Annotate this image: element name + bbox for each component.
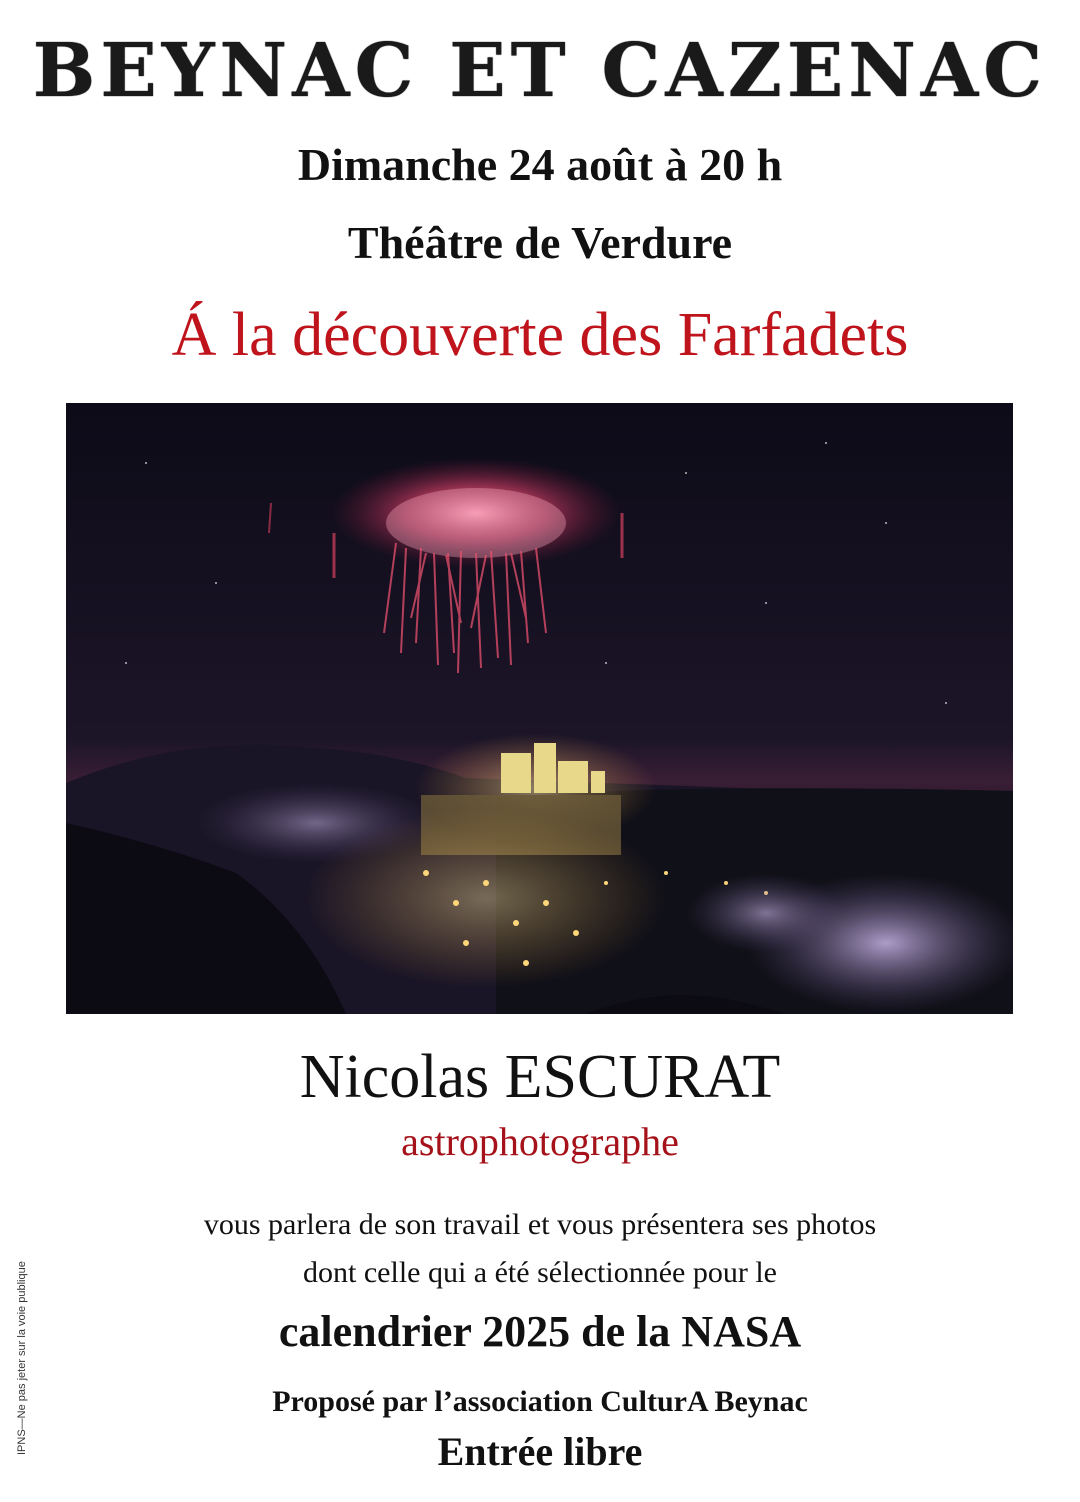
speaker-role: astrophotographe <box>401 1119 679 1164</box>
date-line: Dimanche 24 août à 20 h <box>297 139 783 190</box>
admission-line: Entrée libre <box>437 1429 643 1474</box>
nasa-calendar-line: calendrier 2025 de la NASA <box>278 1307 802 1356</box>
event-title: Á la découverte des Farfadets <box>171 301 909 369</box>
venue-line: Théâtre de Verdure <box>347 217 733 268</box>
poster-title: BEYNAC ET CAZENAC <box>32 28 1048 114</box>
description-line-1: vous parlera de son travail et vous présentera ses photos <box>203 1208 877 1241</box>
ipns-side-note: IPNS—Ne pas jeter sur la voie publique <box>16 1261 28 1455</box>
speaker-name: Nicolas ESCURAT <box>299 1043 781 1111</box>
description-line-2: dont celle qui a été sélectionnée pour le <box>303 1256 777 1289</box>
proposed-by-line: Proposé par l’association CulturA Beynac <box>272 1385 808 1418</box>
night-photo-castle-sprite <box>66 403 1013 1014</box>
